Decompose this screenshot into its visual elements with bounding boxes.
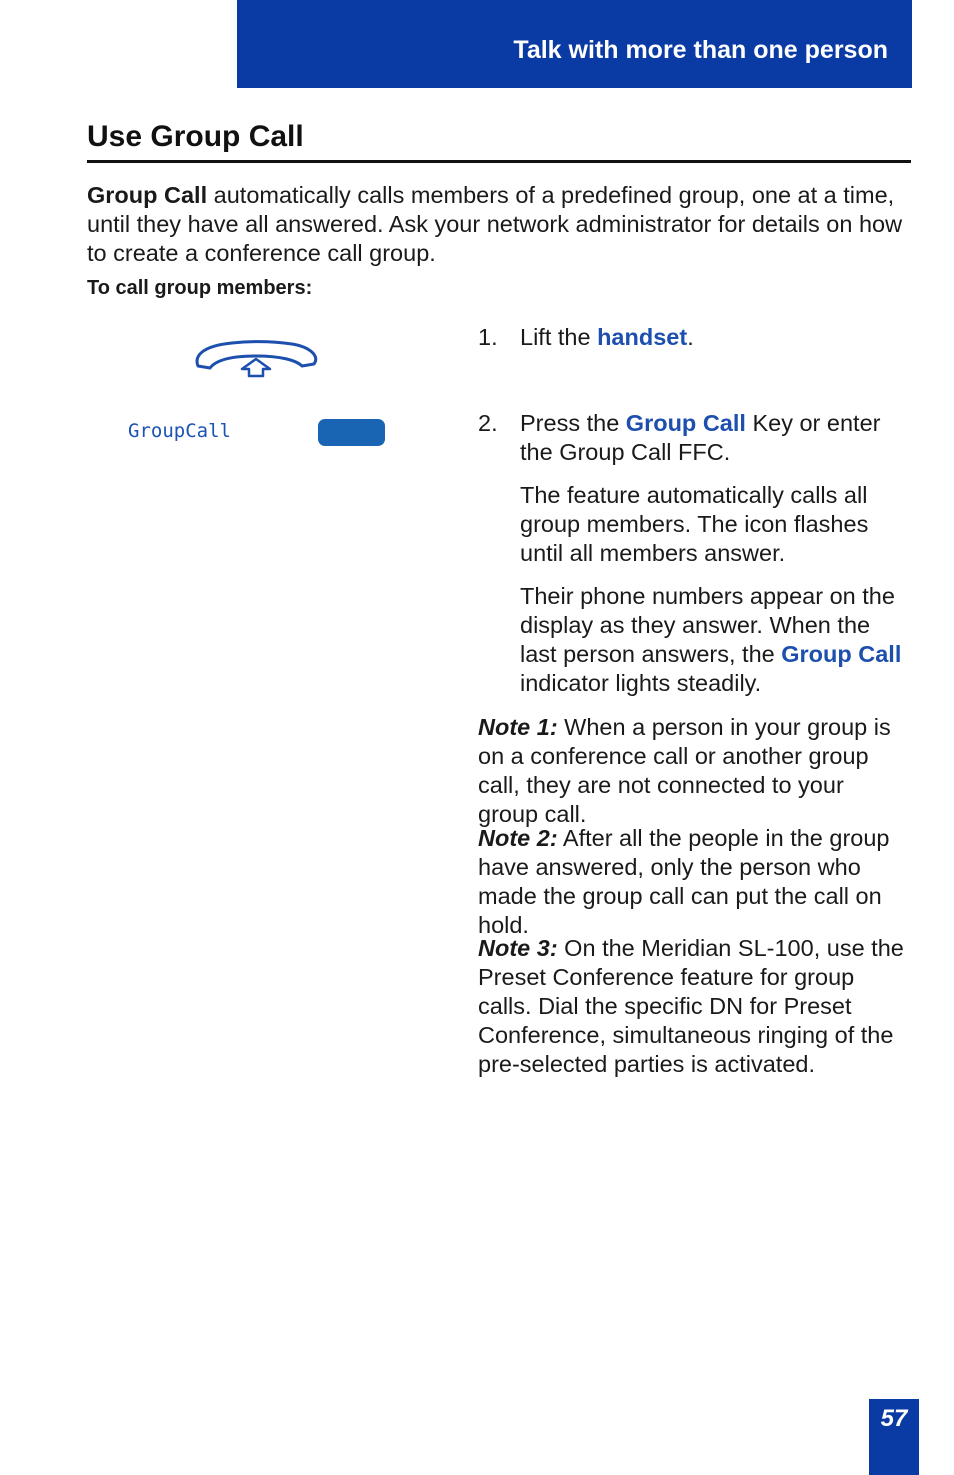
step-keyword: handset [597,324,688,350]
page-number-box [869,1399,919,1475]
step-text: Key or enter the Group Call FFC. [520,410,881,465]
note-2 [478,824,910,940]
note-label: Note 2: [478,825,558,851]
group-call-softkey[interactable] [318,419,385,446]
header-title: Talk with more than one person [513,36,888,64]
note-label: Note 1: [478,714,558,740]
step-paragraph: The feature automatically calls all group members. The icon flashes until all members answer. [520,482,869,566]
display-label-groupcall: GroupCall [128,420,231,442]
note-1 [478,713,910,829]
step-1 [478,323,908,352]
step-keyword: Group Call [625,410,746,436]
intro-text: automatically calls members of a predefined group, one at a time, until they have all answered. Ask your network administrator for details on how to create a conference call group. [87,182,903,266]
section-title: Use Group Call [87,120,304,153]
note-text: When a person in your group is on a conference call or another group call, they are not connected to your group call. [478,714,891,827]
step-2 [478,409,908,712]
step-text: . [687,324,694,350]
note-text: After all the people in the group have answered, only the person who made the group call can put the call on hold. [478,825,890,938]
step-paragraph [520,409,908,467]
step-text: Lift the [520,324,598,350]
note-label: Note 3: [478,935,558,961]
header-bar [237,0,912,88]
intro-lead: Group Call [87,182,208,208]
procedure-subhead: To call group members: [87,277,313,299]
step-text: Their phone numbers appear on the display as they answer. When the last person answers, the [520,583,895,667]
step-number: 1. [478,324,498,350]
step-text: Press the [520,410,626,436]
handset-icon [192,338,320,378]
step-paragraph [520,582,908,698]
title-divider [87,160,911,163]
note-text: On the Meridian SL-100, use the Preset Conference feature for group calls. Dial the specific DN for Preset Conference, simultaneous ringing of the pre-selected parties is activated. [478,935,904,1077]
note-3 [478,934,910,1079]
page-number: 57 [880,1405,908,1432]
intro-paragraph [87,181,913,268]
step-text: indicator lights steadily. [520,670,762,696]
step-keyword: Group Call [781,641,902,667]
step-number: 2. [478,410,498,436]
